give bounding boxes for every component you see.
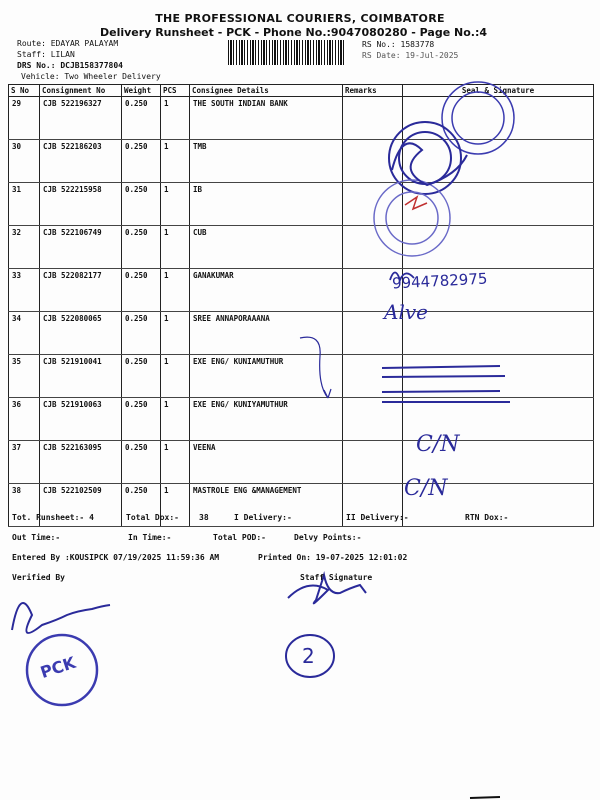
cell-pcs: 1 bbox=[161, 312, 190, 355]
cell-sno: 32 bbox=[9, 226, 40, 269]
handwritten-phone: 9944782975 bbox=[391, 269, 488, 293]
arrow-mark bbox=[300, 337, 331, 398]
cell-weight: 0.250 bbox=[122, 441, 161, 484]
cell-consignment: CJB 521910063 bbox=[40, 398, 122, 441]
cell-consignment: CJB 522215958 bbox=[40, 183, 122, 226]
cell-pcs: 1 bbox=[161, 183, 190, 226]
in-time: In Time:- bbox=[128, 533, 172, 542]
handwritten-sig-row34: Alve bbox=[384, 300, 428, 324]
cell-consignee: THE SOUTH INDIAN BANK bbox=[190, 97, 343, 140]
cell-consignment: CJB 522186203 bbox=[40, 140, 122, 183]
signature-scribble-row30 bbox=[392, 143, 467, 185]
verified-by: Verified By bbox=[12, 573, 65, 582]
cell-pcs: 1 bbox=[161, 484, 190, 527]
cell-sno: 34 bbox=[9, 312, 40, 355]
cell-consignee: GANAKUMAR bbox=[190, 269, 343, 312]
cell-consignment: CJB 522080065 bbox=[40, 312, 122, 355]
cell-consignment: CJB 522082177 bbox=[40, 269, 122, 312]
cell-pcs: 1 bbox=[161, 398, 190, 441]
cell-consignee: EXE ENG/ KUNIAMUTHUR bbox=[190, 355, 343, 398]
ii-delivery: II Delivery:- bbox=[346, 513, 409, 522]
round-stamp-upper bbox=[442, 82, 514, 154]
handwritten-co-row37: C/N bbox=[416, 432, 460, 457]
out-time: Out Time:- bbox=[12, 533, 61, 542]
cell-pcs: 1 bbox=[161, 97, 190, 140]
cell-pcs: 1 bbox=[161, 355, 190, 398]
rtn-dox: RTN Dox:- bbox=[465, 513, 509, 522]
col-seal: Seal & Signature bbox=[403, 85, 594, 97]
cell-sno: 36 bbox=[9, 398, 40, 441]
cell-consignee: CUB bbox=[190, 226, 343, 269]
pck-stamp-text: PCK bbox=[37, 652, 78, 683]
bottom-mark bbox=[470, 797, 500, 798]
printed-on: Printed On: 19-07-2025 12:01:02 bbox=[258, 553, 408, 562]
vehicle: Vehicle: Two Wheeler Delivery bbox=[21, 72, 161, 81]
cell-pcs: 1 bbox=[161, 226, 190, 269]
col-consignment: Consignment No bbox=[40, 85, 122, 97]
rs-date: RS Date: 19-Jul-2025 bbox=[362, 51, 459, 60]
cell-sno: 30 bbox=[9, 140, 40, 183]
cell-consignee: SREE ANNAPORAAANA bbox=[190, 312, 343, 355]
total-dox-label: Total Dox:- bbox=[126, 513, 179, 522]
cell-sno: 29 bbox=[9, 97, 40, 140]
cell-sno: 37 bbox=[9, 441, 40, 484]
round-stamp-lower bbox=[374, 180, 450, 256]
handwritten-co-row38: C/N bbox=[404, 476, 448, 501]
verified-signature bbox=[12, 603, 110, 633]
entered-by: Entered By :KOUSIPCK 07/19/2025 11:59:36 AM bbox=[12, 553, 220, 562]
cell-consignment: CJB 522196327 bbox=[40, 97, 122, 140]
rs-number: RS No.: 1583778 bbox=[362, 40, 435, 49]
cell-weight: 0.250 bbox=[122, 312, 161, 355]
cell-weight: 0.250 bbox=[122, 183, 161, 226]
col-pcs: PCS bbox=[161, 85, 190, 97]
cell-weight: 0.250 bbox=[122, 355, 161, 398]
cell-pcs: 1 bbox=[161, 441, 190, 484]
cell-sno: 33 bbox=[9, 269, 40, 312]
delvy-points: Delvy Points:- bbox=[294, 533, 362, 542]
cell-pcs: 1 bbox=[161, 140, 190, 183]
cell-consignment: CJB 522106749 bbox=[40, 226, 122, 269]
cell-consignment: CJB 522102509 bbox=[40, 484, 122, 527]
drs-number: DRS No.: DCJB158377804 bbox=[17, 61, 123, 70]
cell-consignment: CJB 521910041 bbox=[40, 355, 122, 398]
cell-pcs: 1 bbox=[161, 269, 190, 312]
route: Route: EDAYAR PALAYAM bbox=[17, 39, 119, 48]
cell-sno: 35 bbox=[9, 355, 40, 398]
cell-consignee: MASTROLE ENG &MANAGEMENT bbox=[190, 484, 343, 527]
circled-number: 2 bbox=[302, 644, 315, 668]
cell-weight: 0.250 bbox=[122, 484, 161, 527]
total-dox-value: 38 bbox=[199, 513, 209, 522]
tamil-seal-lines bbox=[382, 366, 510, 402]
cell-sno: 38 bbox=[9, 484, 40, 527]
cell-sno: 31 bbox=[9, 183, 40, 226]
col-weight: Weight bbox=[122, 85, 161, 97]
cell-consignee: EXE ENG/ KUNIYAMUTHUR bbox=[190, 398, 343, 441]
cell-consignee: IB bbox=[190, 183, 343, 226]
company-title: THE PROFESSIONAL COURIERS, COIMBATORE bbox=[155, 12, 445, 25]
col-remarks: Remarks bbox=[343, 85, 403, 97]
tot-runsheet: Tot. Runsheet:- 4 bbox=[12, 513, 94, 522]
cell-weight: 0.250 bbox=[122, 140, 161, 183]
cell-weight: 0.250 bbox=[122, 398, 161, 441]
cell-weight: 0.250 bbox=[122, 97, 161, 140]
total-pod: Total POD:- bbox=[213, 533, 266, 542]
runsheet-subtitle: Delivery Runsheet - PCK - Phone No.:9047080280 - Page No.:4 bbox=[100, 26, 488, 39]
cell-weight: 0.250 bbox=[122, 226, 161, 269]
col-consignee: Consignee Details bbox=[190, 85, 343, 97]
cell-consignee: TMB bbox=[190, 140, 343, 183]
staff-signature-label: Staff Signature bbox=[300, 573, 373, 582]
cell-consignee: VEENA bbox=[190, 441, 343, 484]
signature-red-row32 bbox=[405, 197, 427, 209]
cell-consignment: CJB 522163095 bbox=[40, 441, 122, 484]
staff: Staff: LILAN bbox=[17, 50, 75, 59]
i-delivery: I Delivery:- bbox=[234, 513, 292, 522]
col-sno: S No bbox=[9, 85, 40, 97]
cell-weight: 0.250 bbox=[122, 269, 161, 312]
